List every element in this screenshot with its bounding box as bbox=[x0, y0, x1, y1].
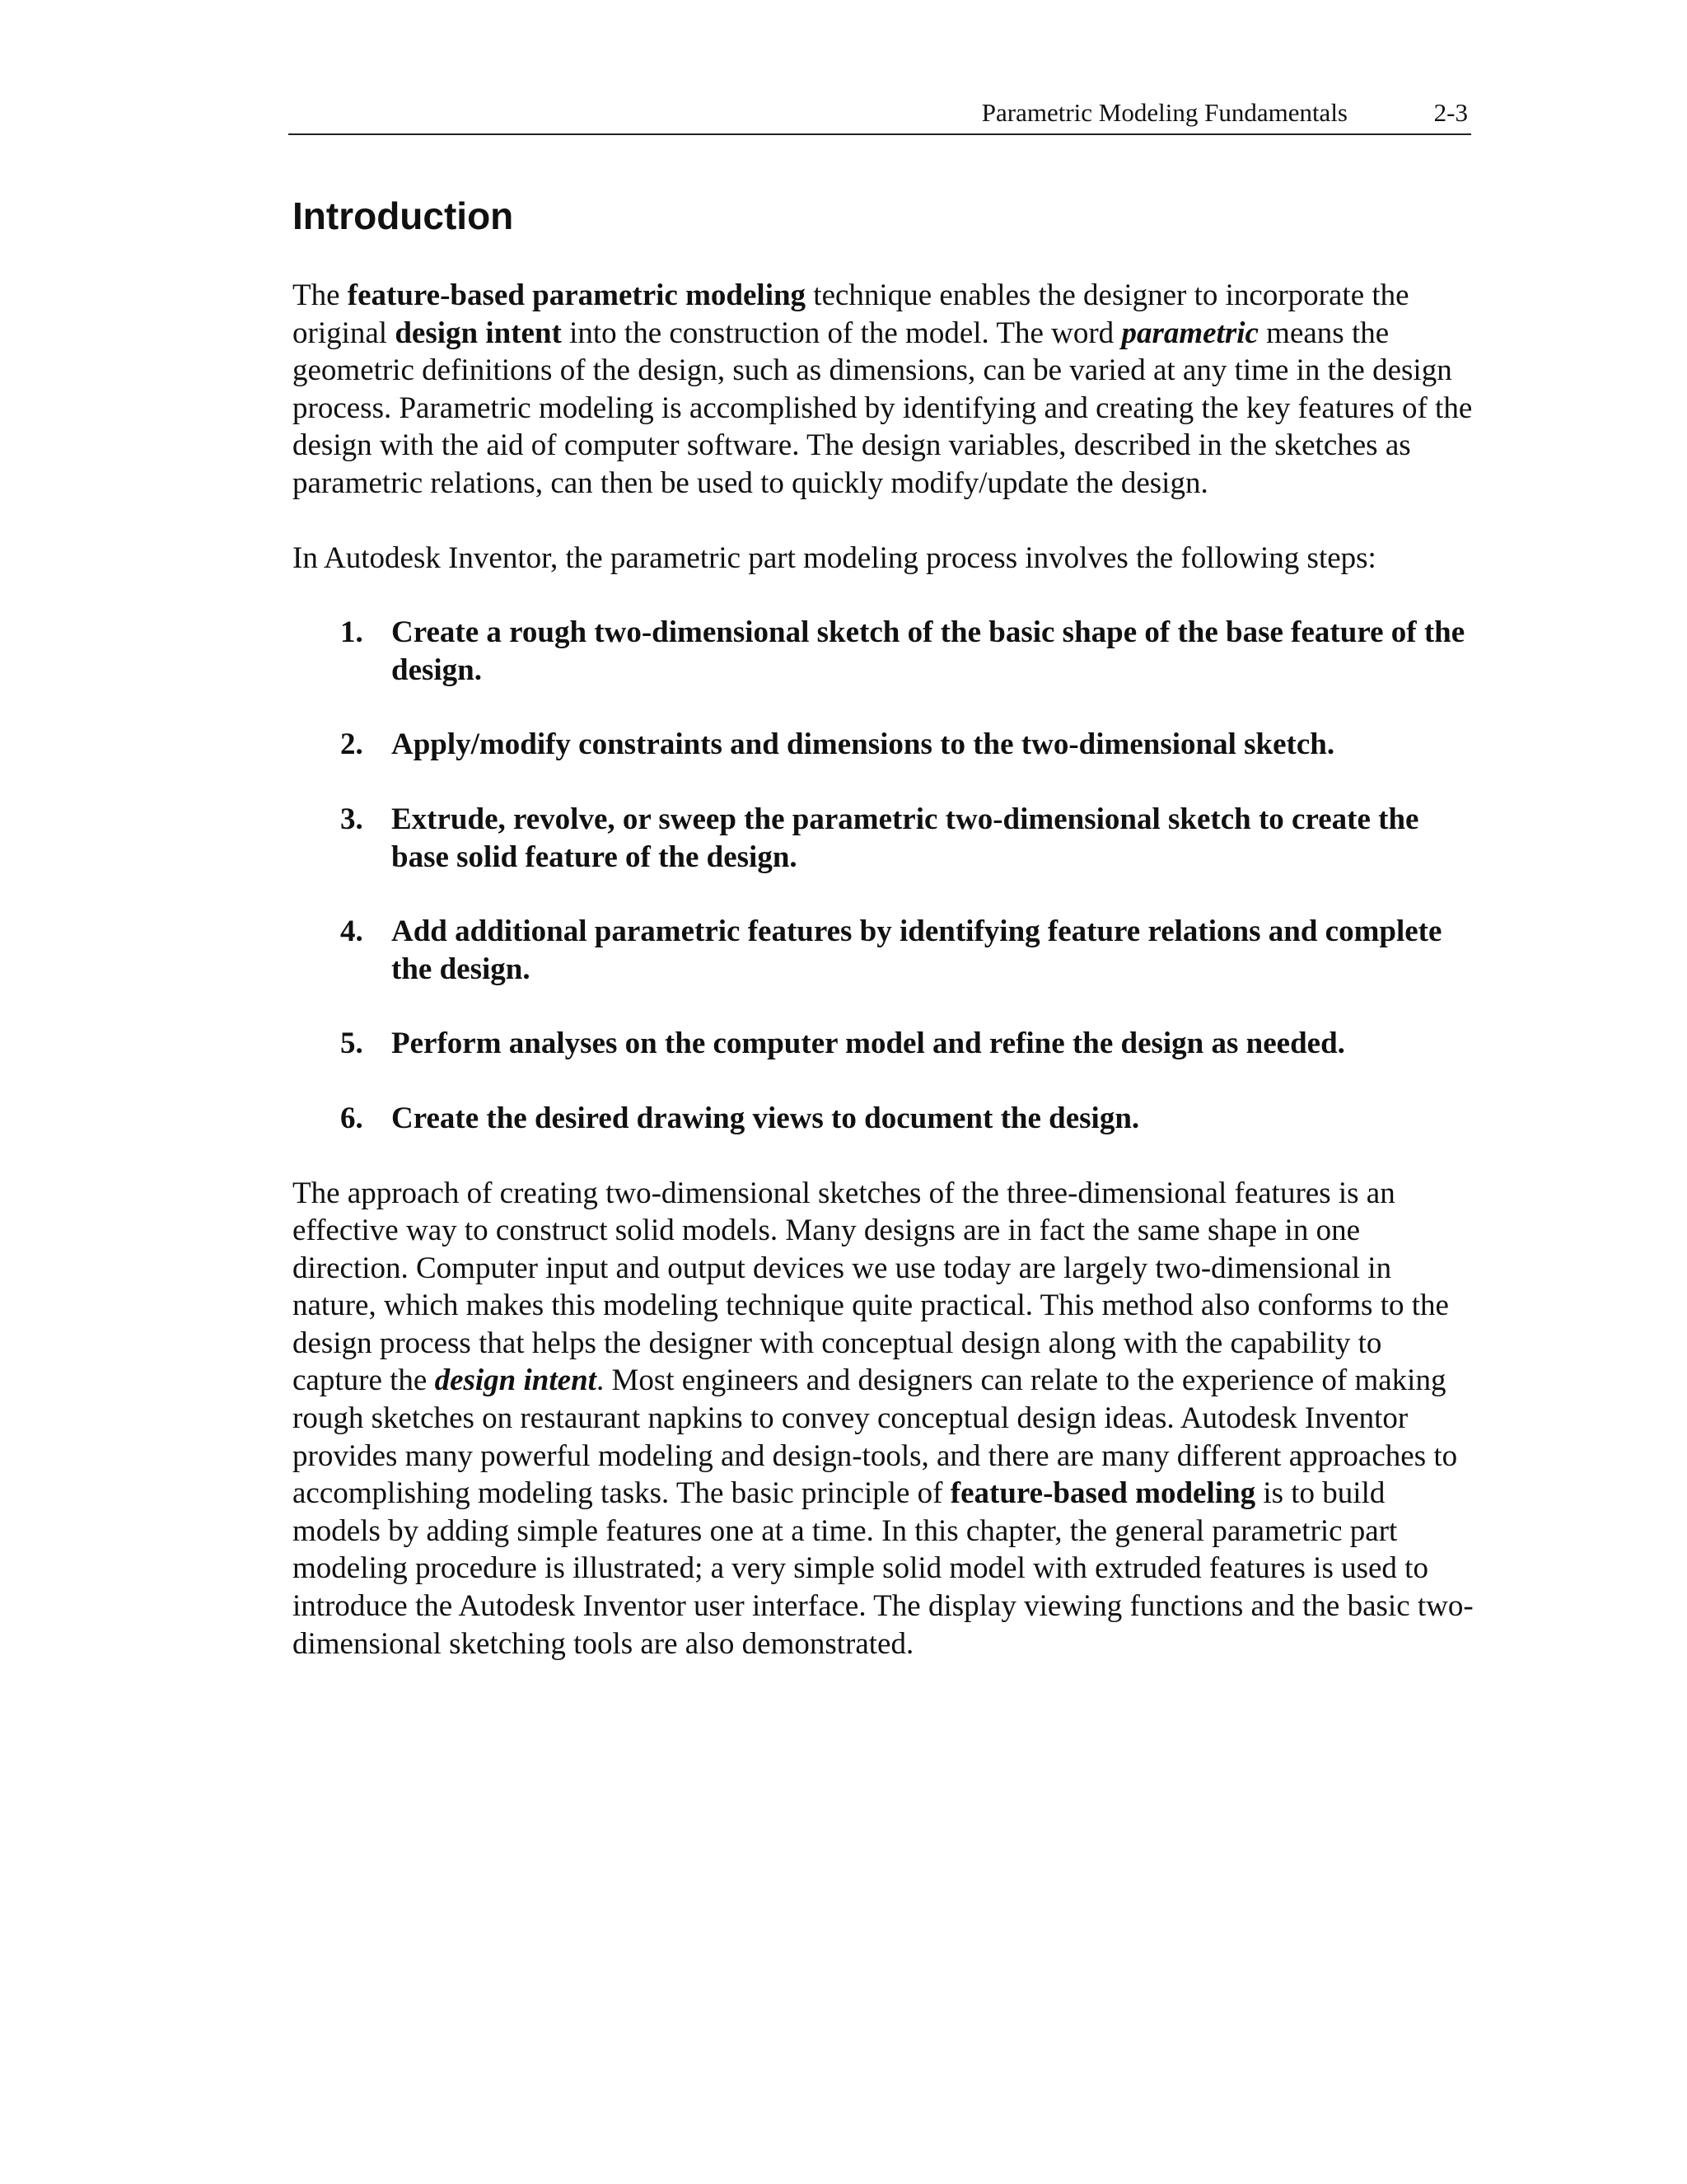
step-text: Perform analyses on the computer model and refine the design as needed. bbox=[391, 1027, 1345, 1061]
intro-text-4: means the geometric definitions of the design, such as dimensions, can be varied at any time in the design process. Parametric modeling is accomplished by identifying and creating the key features of the design with the aid of computer software. The design variables, described in the sketches as parametric relations, can then be used to quickly modify/update the design. bbox=[292, 316, 1473, 500]
step-number: 6. bbox=[340, 1101, 363, 1135]
intro-text-3: into the construction of the model. The word bbox=[561, 316, 1122, 350]
header-title: Parametric Modeling Fundamentals bbox=[981, 98, 1348, 127]
running-header bbox=[288, 92, 1471, 135]
closing-paragraph bbox=[292, 1175, 1474, 1663]
intro-bold-2: design intent bbox=[395, 316, 562, 350]
page-number: 2-3 bbox=[1433, 98, 1468, 127]
body-content bbox=[292, 277, 1474, 1663]
step-number: 5. bbox=[340, 1027, 363, 1061]
section-heading: Introduction bbox=[292, 194, 514, 237]
closing-bold-italic-1: design intent bbox=[434, 1363, 596, 1398]
step-item bbox=[292, 913, 1474, 988]
closing-text-2: . Most engineers and designers can relate to the experience of making rough sketches on restaurant napkins to convey conceptual design ideas. Autodesk Inventor provides many powerful modeling and design-tools, and there are many different approaches to accomplishing modeling tasks. The basic principle of bbox=[292, 1363, 1458, 1511]
step-number: 2. bbox=[340, 727, 363, 762]
step-number: 1. bbox=[340, 615, 363, 650]
intro-text-1: The bbox=[292, 278, 348, 312]
steps-list bbox=[292, 614, 1474, 1137]
step-number: 3. bbox=[340, 802, 363, 836]
closing-bold-1: feature-based modeling bbox=[950, 1476, 1256, 1511]
closing-text-3: is to build models by adding simple features one at a time. In this chapter, the general parametric part modeling procedure is illustrated; a very simple solid model with extruded features is used to introduce the Autodesk Inventor user interface. The display viewing functions and the basic two-dimensional sketching tools are also demonstrated. bbox=[292, 1476, 1474, 1661]
step-text: Apply/modify constraints and dimensions to the two-dimensional sketch. bbox=[391, 727, 1335, 762]
intro-text-2: technique enables the designer to incorporate the original bbox=[292, 278, 1409, 350]
intro-paragraph bbox=[292, 277, 1474, 503]
step-item bbox=[292, 614, 1474, 689]
step-text: Create a rough two-dimensional sketch of the basic shape of the base feature of the design. bbox=[391, 615, 1465, 687]
step-item bbox=[292, 1025, 1474, 1063]
step-item bbox=[292, 801, 1474, 876]
intro-bold-italic-1: parametric bbox=[1121, 316, 1259, 350]
closing-text-1: The approach of creating two-dimensional sketches of the three-dimensional features is an effective way to construct solid models. Many designs are in fact the same shape in one direction. Computer input and output devices we use today are largely two-dimensional in nature, which makes this modeling technique quite practical. This method also conforms to the design process that helps the designer with conceptual design along with the capability to capture the bbox=[292, 1176, 1449, 1398]
steps-lead-paragraph: In Autodesk Inventor, the parametric part modeling process involves the following steps: bbox=[292, 540, 1376, 575]
step-text: Create the desired drawing views to document the design. bbox=[391, 1101, 1140, 1135]
step-text: Add additional parametric features by identifying feature relations and complete the design. bbox=[391, 914, 1442, 986]
step-text: Extrude, revolve, or sweep the parametric two-dimensional sketch to create the base solid feature of the design. bbox=[391, 802, 1419, 874]
step-item bbox=[292, 1100, 1474, 1138]
step-item bbox=[292, 726, 1474, 764]
intro-bold-1: feature-based parametric modeling bbox=[347, 278, 806, 312]
step-number: 4. bbox=[340, 914, 363, 949]
